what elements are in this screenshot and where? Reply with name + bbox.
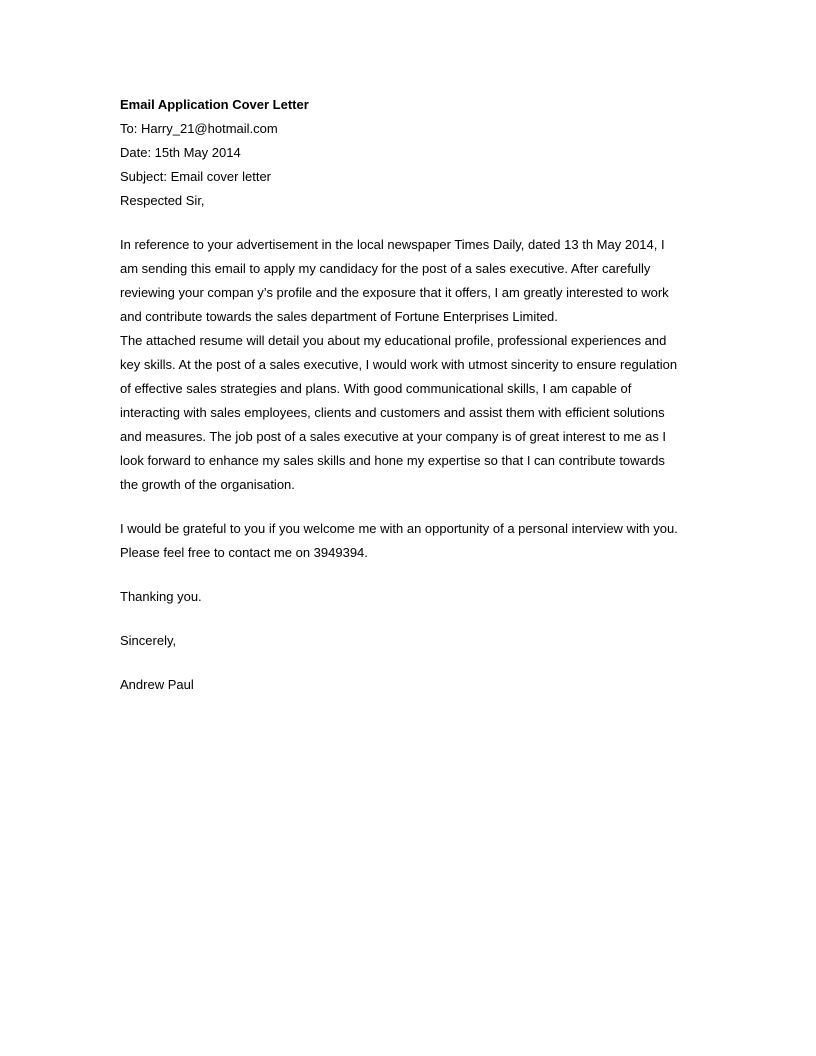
paragraph-line: The attached resume will detail you about my educational profile, professional experiences and xyxy=(120,333,667,348)
paragraph-spacer xyxy=(120,497,720,517)
paragraph-line: of effective sales strategies and plans. With good communicational skills, I am capable of xyxy=(120,381,632,396)
body-paragraph-2 xyxy=(120,517,720,565)
salutation: Respected Sir, xyxy=(120,193,205,208)
paragraph-line: look forward to enhance my sales skills and hone my expertise so that I can contribute towards xyxy=(120,453,665,468)
recipient-line: To: Harry_21@hotmail.com xyxy=(120,121,278,136)
paragraph-line: interacting with sales employees, clients and customers and assist them with efficient solutions xyxy=(120,405,665,420)
letter-title: Email Application Cover Letter xyxy=(120,97,309,112)
paragraph-spacer xyxy=(120,213,720,233)
cover-letter xyxy=(120,93,720,697)
paragraph-line: reviewing your compan y’s profile and the exposure that it offers, I am greatly interested to work xyxy=(120,285,669,300)
thanks-line: Thanking you. xyxy=(120,589,202,604)
paragraph-line: Please feel free to contact me on 3949394. xyxy=(120,545,368,560)
paragraph-line: the growth of the organisation. xyxy=(120,477,295,492)
paragraph-line: key skills. At the post of a sales executive, I would work with utmost sincerity to ensure regulation xyxy=(120,357,678,372)
body-paragraph-1 xyxy=(120,233,720,497)
closing-line: Sincerely, xyxy=(120,633,177,648)
paragraph-line: and measures. The job post of a sales executive at your company is of great interest to me as I xyxy=(120,429,667,444)
paragraph-line: and contribute towards the sales department of Fortune Enterprises Limited. xyxy=(120,309,558,324)
paragraph-line: I would be grateful to you if you welcome me with an opportunity of a personal interview with you. xyxy=(120,521,678,536)
paragraph-spacer xyxy=(120,565,720,585)
paragraph-spacer xyxy=(120,609,720,629)
subject-line: Subject: Email cover letter xyxy=(120,169,272,184)
signature-name: Andrew Paul xyxy=(120,677,194,692)
paragraph-spacer xyxy=(120,653,720,673)
paragraph-line: In reference to your advertisement in the local newspaper Times Daily, dated 13 th May 2014, I xyxy=(120,237,665,252)
paragraph-line: am sending this email to apply my candidacy for the post of a sales executive. After carefully xyxy=(120,261,651,276)
date-line: Date: 15th May 2014 xyxy=(120,145,241,160)
